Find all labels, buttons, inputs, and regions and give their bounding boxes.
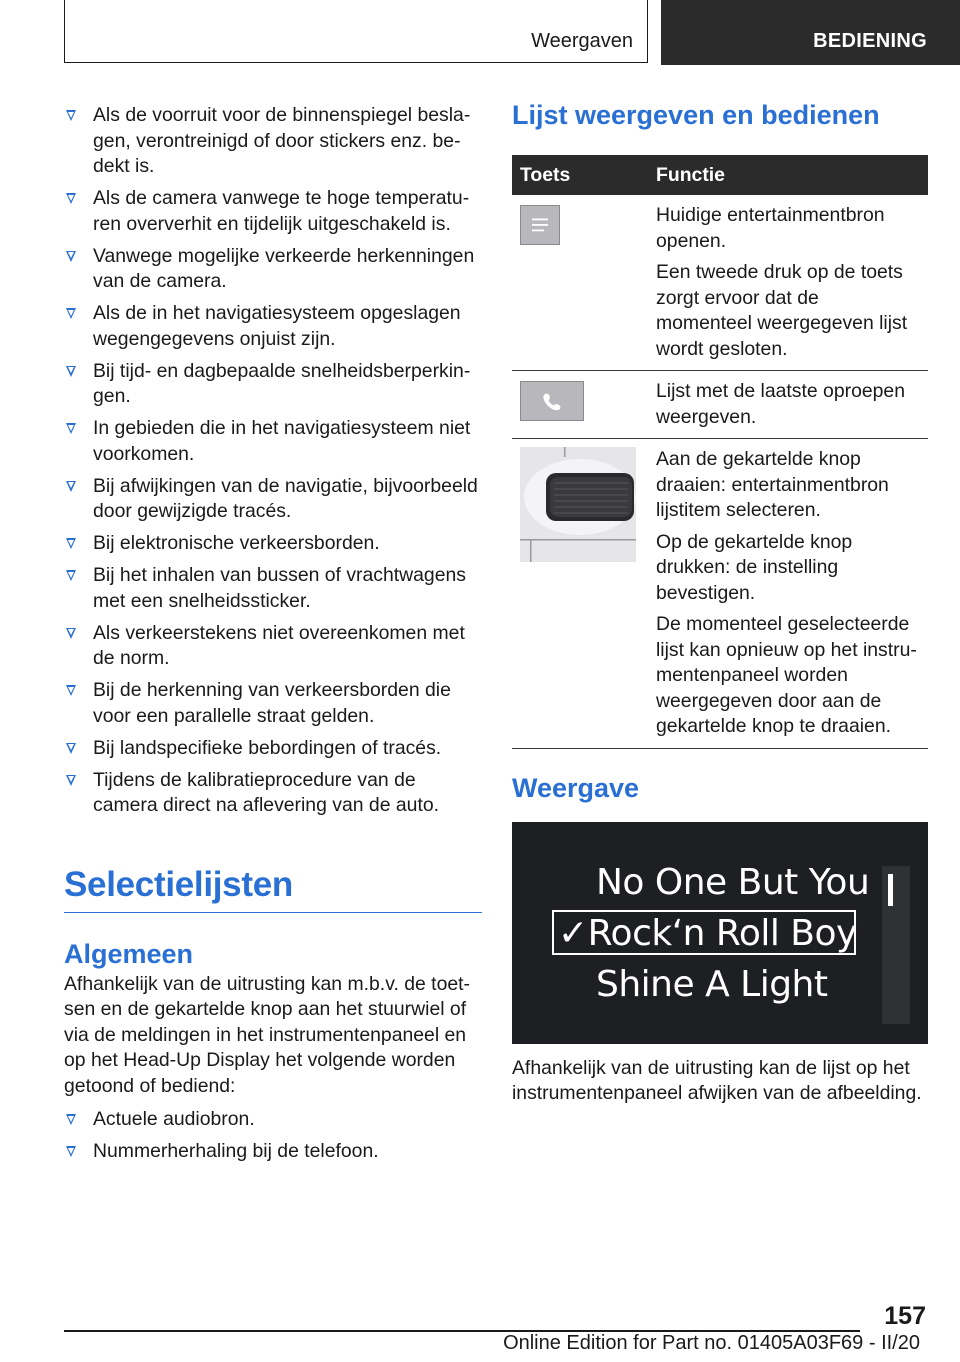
key-cell <box>512 195 648 371</box>
chapter-title: BEDIENING <box>813 30 927 52</box>
bullet-triangle-icon <box>66 743 76 754</box>
bullet-triangle-icon <box>66 570 76 581</box>
bullet-triangle-icon <box>66 481 76 492</box>
display-scrollbar <box>882 866 910 1024</box>
bullet-triangle-icon <box>66 538 76 549</box>
key-cell <box>512 439 648 749</box>
column-header-function: Functie <box>648 155 928 195</box>
column-header-key: Toets <box>512 155 648 195</box>
list-item: Nummerherhaling bij de telefoon. <box>64 1139 482 1165</box>
bullet-triangle-icon <box>66 193 76 204</box>
list-item: Bij elektronische verkeersborden. <box>64 531 482 557</box>
list-item: In gebieden die in het navigatiesysteem niet voorkomen. <box>64 416 482 467</box>
list-item: Actuele audiobron. <box>64 1107 482 1133</box>
function-cell: Lijst met de laatste oproepen weergeven. <box>648 371 928 439</box>
list-item: Als verkeerstekens niet overeenkomen met de norm. <box>64 621 482 672</box>
limitations-list <box>64 103 482 819</box>
list-item: Als de camera vanwege te hoge temperaturen oververhit en tijdelijk uitgeschakeld is. <box>64 186 482 237</box>
table-header-row <box>512 155 928 195</box>
display-list-item: Shine A Light <box>596 963 828 1005</box>
list-item: Vanwege mogelijke verkeerde herkenningen van de camera. <box>64 244 482 295</box>
bullet-triangle-icon <box>66 1146 76 1157</box>
bullet-triangle-icon <box>66 628 76 639</box>
bullet-triangle-icon <box>66 775 76 786</box>
intro-paragraph: Afhankelijk van de uitrusting kan m.b.v. de toetsen en de gekartelde knop aan het stuurwiel of via de meldingen in het instrumentenpaneel en op het Head-Up Display het volgende worden getoond of bediend: <box>64 972 470 1097</box>
bullet-triangle-icon <box>66 366 76 377</box>
display-scroll-thumb <box>888 874 893 906</box>
list-item: Als de voorruit voor de binnenspiegel beslagen, verontreinigd of door stickers enz. bedekt is. <box>64 103 482 180</box>
table-row <box>512 371 928 439</box>
list-item: Bij de herkenning van verkeersborden die voor een parallelle straat gelden. <box>64 678 482 729</box>
image-caption: Afhankelijk van de uitrusting kan de lijst op het instrumentenpaneel afwijken van de afbeelding. <box>512 1056 922 1104</box>
section-tab <box>64 0 648 63</box>
thumbwheel-knob-icon <box>520 447 636 562</box>
bullet-triangle-icon <box>66 110 76 121</box>
page-number: 157 <box>884 1302 926 1330</box>
list-item: Bij landspecifieke bebordingen of tracés. <box>64 736 482 762</box>
left-column <box>64 103 482 1171</box>
list-item: Bij het inhalen van bussen of vrachtwagens met een snelheidssticker. <box>64 563 482 614</box>
display-list-item-selected: ✓Rock‘n Roll Boy <box>558 912 857 954</box>
list-item: Tijdens de kalibratieprocedure van de camera direct na aflevering van de auto. <box>64 768 482 819</box>
bullet-triangle-icon <box>66 1114 76 1125</box>
bullet-triangle-icon <box>66 308 76 319</box>
page-header <box>64 0 960 65</box>
function-cell: Aan de gekartelde knop draaien: entertainmentbron lijstitem selecteren. Op de gekartelde knop drukken: de instelling bevestigen. De momenteel geselecteerde lijst kan opnieuw op het instrumentenpaneel worden weergegeven door aan de gekartelde knop te draaien. <box>648 439 928 749</box>
display-options-list <box>64 1107 482 1165</box>
section-heading: Selectielijsten <box>64 865 482 913</box>
table-row <box>512 439 928 749</box>
list-item: Bij afwijkingen van de navigatie, bijvoorbeeld door gewijzigde tracés. <box>64 474 482 525</box>
display-list-item: No One But You <box>596 861 870 903</box>
chapter-tab <box>661 0 960 65</box>
controls-table <box>512 155 928 749</box>
section-title: Weergaven <box>531 30 633 52</box>
list-button-icon <box>520 205 560 245</box>
display-heading: Weergave <box>512 772 640 803</box>
key-cell <box>512 371 648 439</box>
list-item: Als de in het navigatiesysteem opgeslagen wegengegevens onjuist zijn. <box>64 301 482 352</box>
edition-text: Online Edition for Part no. 01405A03F69 - II/20 <box>503 1332 920 1354</box>
phone-button-icon <box>520 381 584 421</box>
right-column <box>512 100 928 1107</box>
list-item: Bij tijd- en dagbepaalde snelheidsberperkingen. <box>64 359 482 410</box>
bullet-triangle-icon <box>66 423 76 434</box>
list-section-heading: Lijst weergeven en bedienen <box>512 100 880 130</box>
subsection-heading: Algemeen <box>64 938 194 969</box>
table-row <box>512 195 928 371</box>
instrument-display-image <box>512 822 928 1044</box>
function-cell: Huidige entertainmentbron openen. Een tweede druk op de toets zorgt ervoor dat de momenteel weergegeven lijst wordt gesloten. <box>648 195 928 371</box>
bullet-triangle-icon <box>66 685 76 696</box>
bullet-triangle-icon <box>66 251 76 262</box>
